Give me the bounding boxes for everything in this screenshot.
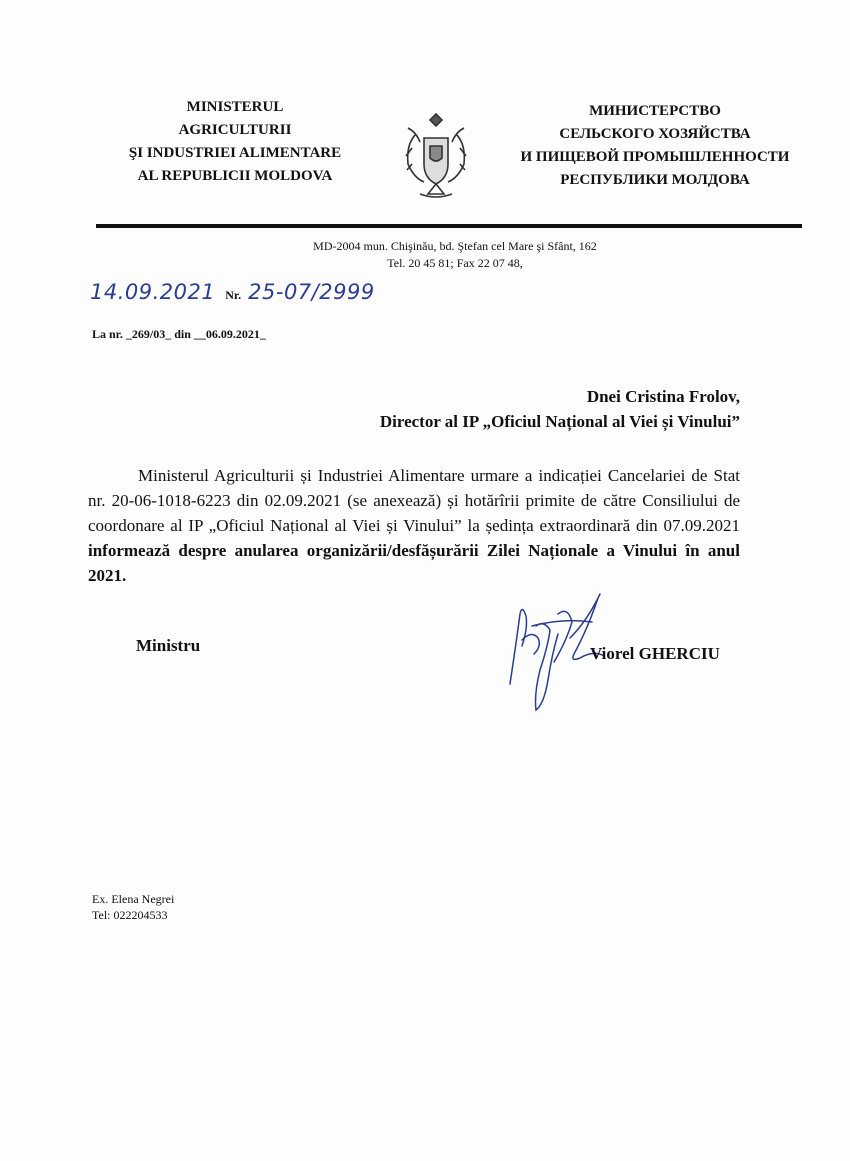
- handwritten-number: 25-07/2999: [248, 280, 375, 304]
- header-right-line-2: СЕЛЬСКОГО ХОЗЯЙСТВА: [559, 126, 751, 142]
- header-right-line-3: И ПИЩЕВОЙ ПРОМЫШЛЕННОСТИ: [520, 149, 790, 165]
- header-right-line-1: МИНИСТЕРСТВО: [589, 103, 721, 119]
- reference-number: La nr. _269/03_ din __06.09.2021_: [92, 327, 266, 341]
- nr-label: Nr.: [225, 288, 242, 302]
- signatory-name: Viorel GHERCIU: [590, 644, 720, 663]
- ministry-name-russian: [500, 100, 810, 192]
- header-right-line-4: РЕСПУБЛИКИ МОЛДОВА: [560, 172, 750, 188]
- contact-address: [270, 238, 640, 272]
- ministry-name-romanian: [110, 96, 360, 188]
- addressee-name: Dnei Cristina Frolov,: [586, 387, 740, 406]
- body-text-bold: informează despre anularea organizării/desfășurării Zilei Naționale a Vinului în anul 2021.: [88, 541, 740, 585]
- header-left-line-3: ŞI INDUSTRIEI ALIMENTARE: [128, 145, 342, 161]
- registration-line: [90, 280, 375, 310]
- header-left-line-2: AGRICULTURII: [178, 122, 292, 138]
- signatory-title: Ministru: [136, 636, 201, 655]
- coat-of-arms-icon: [398, 108, 474, 204]
- header-left-line-1: MINISTERUL: [186, 99, 284, 115]
- executor-name: Ex. Elena Negrei: [92, 892, 175, 906]
- handwritten-date: 14.09.2021: [90, 280, 216, 304]
- address-line: MD-2004 mun. Chişinău, bd. Ştefan cel Mare şi Sfânt, 162: [313, 239, 597, 253]
- body-text-regular: Ministerul Agriculturii și Industriei Alimentare urmare a indicației Cancelariei de Stat nr. 20-06-1018-6223 din 02.09.2021 (se anexează) și hotărîrii primite de către Consiliului de coordonare al IP „Oficiul Național al Viei și Vinului” la ședința extraordinară din 07.09.2021: [88, 466, 740, 535]
- header-divider: [96, 224, 802, 228]
- header-left-line-4: AL REPUBLICII MOLDOVA: [137, 168, 333, 184]
- executor-phone: Tel: 022204533: [92, 908, 168, 922]
- addressee-block: [380, 384, 740, 434]
- letter-body: [88, 463, 740, 588]
- addressee-title: Director al IP „Oficiul Național al Viei și Vinului”: [379, 412, 740, 431]
- executor-info: [92, 891, 174, 923]
- body-paragraph: [88, 463, 740, 588]
- phone-fax-line: Tel. 20 45 81; Fax 22 07 48,: [387, 256, 523, 270]
